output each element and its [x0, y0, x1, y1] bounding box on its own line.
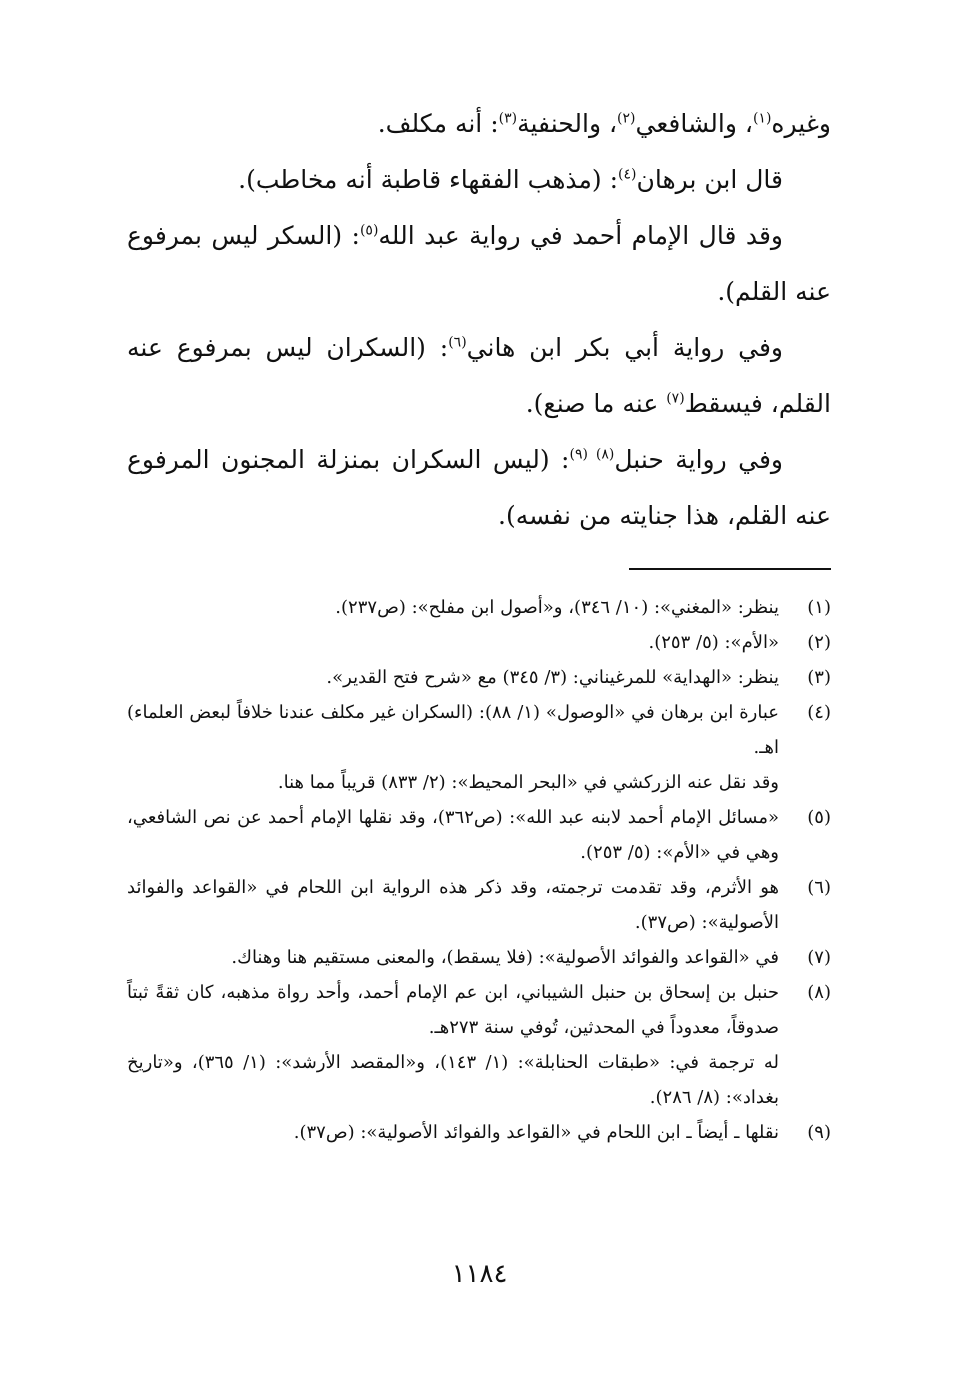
- footnote-9: [127, 1115, 831, 1150]
- footnote-body: [127, 590, 779, 625]
- footnote-separator: [629, 568, 831, 570]
- footnote-ref-8-9: (٨) (٩): [569, 446, 615, 463]
- footnote-text: له ترجمة في: «طبقات الحنابلة»: (١/ ١٤٣)، و«المقصد الأرشد»: (١/ ٣٦٥)، و«تاريخ بغداد»: (٨/ ٢٨٦).: [127, 1052, 780, 1108]
- text: ، والشافعي: [635, 109, 753, 138]
- footnote-text: «الأم»: (٥/ ٢٥٣).: [648, 632, 779, 653]
- text: قال ابن برهان: [636, 165, 783, 194]
- footnote-body: [127, 625, 779, 660]
- footnote-text: وقد نقل عنه الزركشي في «البحر المحيط»: (٢/ ٨٣٣) قريباً مما هنا.: [277, 772, 779, 793]
- paragraph-1: [127, 96, 831, 152]
- page-number: ١١٨٤: [451, 1259, 508, 1289]
- footnote-text: «مسائل الإمام أحمد لابنه عبد الله»: (ص٣٦٢)، وقد نقلها الإمام أحمد عن نص الشافعي، وهي في «الأم»: (٥/ ٢٥٣).: [127, 807, 779, 863]
- footnote-body: [127, 660, 779, 695]
- footnote-2: [127, 625, 831, 660]
- footnote-number: (٦): [807, 877, 831, 898]
- footnote-body: [127, 695, 779, 800]
- paragraph-4: [127, 320, 831, 432]
- footnote-text: عبارة ابن برهان في «الوصول» (١/ ٨٨): (السكران غير مكلف عندنا خلافاً لبعض العلماء) اهـ.: [127, 702, 779, 758]
- footnote-number: (٤): [807, 702, 831, 723]
- footnote-8: [127, 975, 831, 1115]
- footnote-number: (٩): [807, 1122, 831, 1143]
- footnote-number: (٢): [807, 632, 831, 653]
- footnote-number: (٣): [807, 667, 831, 688]
- footnote-text: نقلها ـ أيضاً ـ ابن اللحام في «القواعد والفوائد الأصولية»: (ص٣٧).: [293, 1122, 779, 1143]
- footnote-ref-4: (٤): [618, 166, 637, 183]
- text: وغيره: [771, 109, 831, 138]
- main-text: [127, 96, 831, 544]
- footnote-ref-7: (٧): [666, 390, 685, 407]
- text: : (السكران ليس بمرفوع عنه القلم، فيسقط: [127, 333, 831, 418]
- footnote-text: ينظر: «المغني»: (١٠/ ٣٤٦)، و«أصول ابن مفلح»: (ص٢٣٧).: [335, 597, 779, 618]
- footnote-number: (٥): [807, 807, 831, 828]
- footnote-ref-2: (٢): [617, 110, 636, 127]
- footnote-1: [127, 590, 831, 625]
- text: عنه ما صنع).: [525, 389, 667, 418]
- text: ، والحنفية: [517, 109, 618, 138]
- text: : (السكر ليس بمرفوع عنه القلم).: [127, 221, 831, 306]
- footnotes: [127, 590, 831, 1150]
- footnote-number: (٨): [807, 982, 831, 1003]
- footnote-text: في «القواعد والفوائد الأصولية»: (فلا يسقط)، والمعنى مستقيم هنا وهناك.: [231, 947, 779, 968]
- footnote-7: [127, 940, 831, 975]
- paragraph-2: [127, 152, 831, 208]
- paragraph-3: [127, 208, 831, 320]
- footnote-body: [127, 940, 779, 975]
- text: : (ليس السكران بمنزلة المجنون المرفوع عنه القلم، هذا جنايته من نفسه).: [127, 445, 831, 530]
- text: وقد قال الإمام أحمد في رواية عبد الله: [378, 221, 783, 250]
- footnote-ref-1: (١): [752, 110, 772, 127]
- text: : (مذهب الفقهاء قاطبة أنه مخاطب).: [238, 165, 619, 194]
- text: وفي رواية حنبل: [614, 445, 783, 474]
- footnote-ref-5: (٥): [359, 222, 379, 239]
- footnote-4: [127, 695, 831, 800]
- footnote-number: (٧): [807, 947, 831, 968]
- footnote-text: حنبل بن إسحاق بن حنبل الشيباني، ابن عم الإمام أحمد، وأحد رواة مذهبه، كان ثقةً ثبتاً صدوقاً، معدوداً في المحدثين، تُوفي سنة ٢٧٣هـ.: [127, 982, 779, 1038]
- footnote-5: [127, 800, 831, 870]
- text: : أنه مكلف.: [377, 109, 499, 138]
- footnote-number: (١): [807, 597, 831, 618]
- footnote-body: [127, 1115, 779, 1150]
- footnote-3: [127, 660, 831, 695]
- text: وفي رواية أبي بكر ابن هاني: [466, 333, 783, 362]
- footnote-6: [127, 870, 831, 940]
- footnote-body: [127, 975, 779, 1115]
- footnote-body: [127, 870, 779, 940]
- footnote-text: ينظر: «الهداية» للمرغيناني: (٣/ ٣٤٥) مع «شرح فتح القدير».: [326, 667, 779, 688]
- footnote-text: هو الأثرم، وقد تقدمت ترجمته، وقد ذكر هذه الرواية ابن اللحام في «القواعد والفوائد الأصولية»: (ص٣٧).: [127, 877, 779, 933]
- footnote-body: [127, 800, 779, 870]
- footnote-ref-3: (٣): [498, 110, 518, 127]
- paragraph-5: [127, 432, 831, 544]
- footnote-ref-6: (٦): [448, 334, 467, 351]
